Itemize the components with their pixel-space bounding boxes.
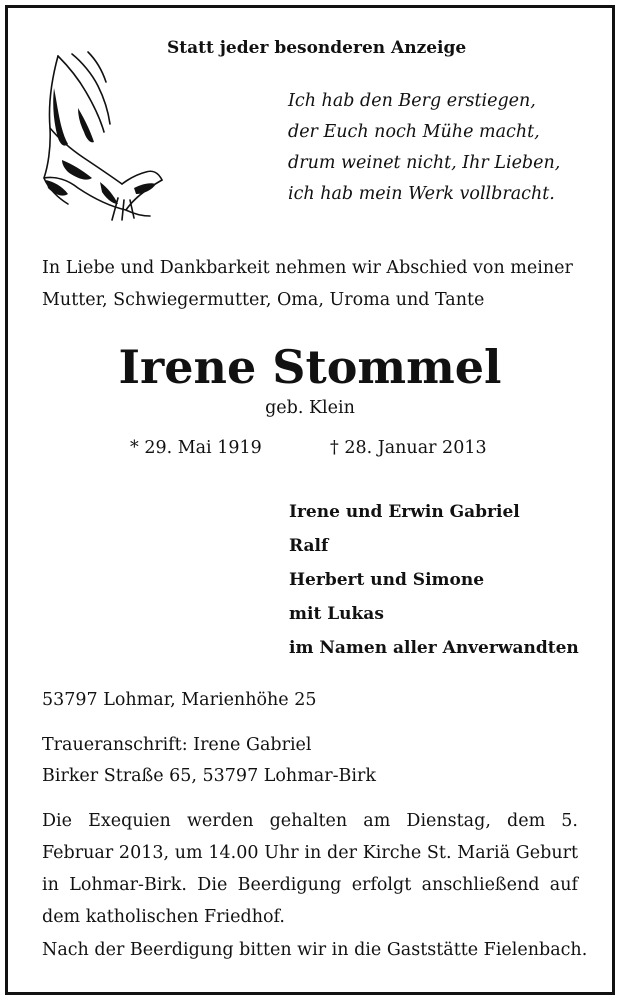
poem bbox=[288, 86, 560, 210]
poem-line: drum weinet nicht, Ihr Lieben, bbox=[288, 153, 561, 173]
mourner-line: Ralf bbox=[289, 536, 329, 556]
poem-line: ich hab mein Werk vollbracht. bbox=[288, 184, 555, 204]
mourners-list bbox=[289, 495, 579, 665]
mailing-line: Birker Straße 65, 53797 Lohmar-Birk bbox=[42, 766, 376, 786]
poem-line: Ich hab den Berg erstiegen, bbox=[288, 91, 536, 111]
intro-text bbox=[42, 252, 573, 316]
mailing-line: Traueranschrift: Irene Gabriel bbox=[42, 735, 312, 755]
poem-line: der Euch noch Mühe macht, bbox=[288, 122, 540, 142]
birth-date: * 29. Mai 1919 bbox=[130, 438, 262, 458]
death-date: † 28. Januar 2013 bbox=[330, 438, 487, 458]
reception-note: Nach der Beerdigung bitten wir in die Gaststätte Fielenbach. bbox=[42, 940, 588, 960]
deceased-name: Irene Stommel bbox=[118, 340, 502, 394]
mourner-line: mit Lukas bbox=[289, 604, 384, 624]
notice-heading: Statt jeder besonderen Anzeige bbox=[167, 38, 467, 58]
mourner-line: Herbert und Simone bbox=[289, 570, 485, 590]
funeral-details: Die Exequien werden gehalten am Dienstag, dem 5. Februar 2013, um 14.00 Uhr in der Kirche St. Mariä Geburt in Lohmar-Birk. Die Beerdigung erfolgt anschließend auf dem katholischen Friedhof. bbox=[42, 811, 578, 927]
praying-hands-icon bbox=[38, 48, 173, 223]
home-address: 53797 Lohmar, Marienhöhe 25 bbox=[42, 690, 317, 710]
intro-line: In Liebe und Dankbarkeit nehmen wir Abschied von meiner bbox=[42, 258, 573, 278]
mourner-line: Irene und Erwin Gabriel bbox=[289, 502, 520, 522]
mailing-address bbox=[42, 730, 376, 792]
maiden-name: geb. Klein bbox=[265, 398, 355, 418]
intro-line: Mutter, Schwiegermutter, Oma, Uroma und Tante bbox=[42, 290, 485, 310]
mourner-line: im Namen aller Anverwandten bbox=[289, 638, 579, 658]
